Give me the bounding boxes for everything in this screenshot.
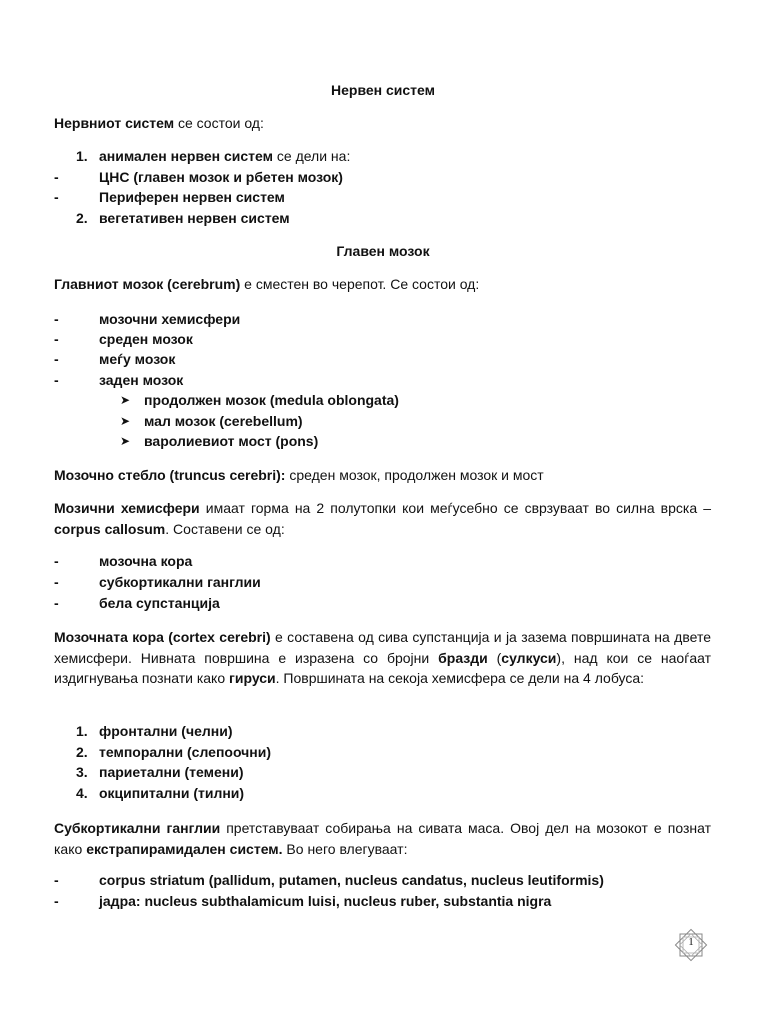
- list-item: вегетативен нервен систем: [99, 210, 290, 226]
- list-marker: 2.: [76, 210, 88, 226]
- list-marker: 2.: [76, 744, 88, 760]
- subcortical-bold: Субкортикални ганглии: [54, 820, 221, 836]
- cortex-term-sulkusi: сулкуси: [501, 649, 557, 666]
- list-item: мозочни хемисфери: [99, 311, 241, 327]
- brain-intro-text: е сместен во черепот. Се состои од:: [240, 276, 480, 292]
- corpus-callosum-term: corpus callosum: [54, 520, 166, 537]
- list-item: окципитални (тилни): [99, 785, 245, 801]
- hemispheres-bold: Мозични хемисфери: [54, 500, 200, 516]
- list-marker: 1.: [76, 723, 88, 739]
- list-item: субкортикални ганглии: [99, 574, 261, 590]
- list-marker: -: [54, 189, 59, 205]
- list-marker: -: [54, 351, 59, 367]
- list-marker: 4.: [76, 785, 88, 801]
- arrow-bullet-icon: ➤: [120, 393, 131, 407]
- section-title: Главен мозок: [336, 243, 430, 259]
- list-marker: -: [54, 553, 59, 569]
- list-item: меѓу мозок: [99, 351, 176, 367]
- brainstem-paragraph: [54, 466, 544, 484]
- list-marker: -: [54, 574, 59, 590]
- list-marker: -: [54, 311, 59, 327]
- list-item: [99, 147, 350, 165]
- list-item: бела супстанција: [99, 595, 220, 611]
- arrow-bullet-icon: ➤: [120, 414, 131, 428]
- intro-bold: Нервниот систем: [54, 115, 175, 131]
- list-item-text: се дели на:: [273, 148, 351, 164]
- list-item: мал мозок (cerebellum): [144, 413, 303, 429]
- list-item: фронтални (челни): [99, 723, 233, 739]
- brainstem-bold: Мозочно стебло (truncus cerebri):: [54, 467, 286, 483]
- list-marker: -: [54, 372, 59, 388]
- cortex-bold: Мозочната кора (cortex cerebri): [54, 629, 271, 645]
- list-item: corpus striatum (pallidum, putamen, nucleus candatus, nucleus leutiformis): [99, 872, 604, 888]
- hemispheres-text-end: . Составени се од:: [165, 520, 285, 537]
- list-marker: -: [54, 331, 59, 347]
- brainstem-text: среден мозок, продолжен мозок и мост: [285, 467, 544, 483]
- page-number-badge: [672, 926, 710, 964]
- list-marker: 1.: [76, 148, 88, 164]
- list-marker: -: [54, 872, 59, 888]
- list-item: темпорални (слепоочни): [99, 744, 272, 760]
- list-marker: -: [54, 595, 59, 611]
- subcortical-text-end: Во него влегуваат:: [282, 840, 408, 857]
- cortex-text: е составена од сива супстанција и ја зазема површината на двете хемисфери. Нивната површина е изразена со бројни: [54, 629, 711, 666]
- list-marker: 3.: [76, 764, 88, 780]
- hemispheres-text: имаат горма на 2 полутопки кои меѓусебно се сврзуваат во силна врска –: [199, 500, 711, 516]
- list-item: мозочна кора: [99, 553, 193, 569]
- cortex-text: . Површината на секоја хемисфера се дели на 4 лобуса:: [275, 670, 645, 686]
- intro-text: се состои од:: [174, 115, 264, 131]
- cortex-paragraph: [54, 627, 711, 689]
- list-item: париетални (темени): [99, 764, 244, 780]
- cortex-text: ), над кои се наоѓаат издигнувања познати како: [54, 649, 711, 686]
- list-marker: -: [54, 893, 59, 909]
- list-item: варолиевиот мост (pons): [144, 433, 319, 449]
- brain-intro-bold: Главниот мозок (cerebrum): [54, 276, 241, 292]
- list-item-bold: анимален нервен систем: [99, 148, 273, 164]
- brain-intro: [54, 275, 479, 293]
- list-item: продолжен мозок (medula oblongata): [144, 392, 399, 408]
- list-item: јадра: nucleus subthalamicum luisi, nucleus ruber, substantia nigra: [99, 893, 552, 909]
- arrow-bullet-icon: ➤: [120, 434, 131, 448]
- cortex-term-girusi: гируси: [229, 670, 276, 686]
- page-title: Нервен систем: [331, 82, 435, 98]
- intro-paragraph: [54, 114, 264, 132]
- list-item: заден мозок: [99, 372, 184, 388]
- list-item: Периферен нервен систем: [99, 189, 285, 205]
- list-marker: -: [54, 169, 59, 185]
- cortex-term-brazdi: бразди: [438, 649, 488, 666]
- page-number: 1: [688, 936, 694, 948]
- subcortical-text: претставуваат собирања на сивата маса. Овој дел на мозокот е познат како: [54, 820, 711, 857]
- list-item: ЦНС (главен мозок и рбетен мозок): [99, 169, 343, 185]
- subcortical-paragraph: [54, 818, 711, 859]
- list-item: среден мозок: [99, 331, 193, 347]
- cortex-text: (: [487, 649, 502, 666]
- extrapyramidal-term: екстрапирамидален систем.: [86, 840, 283, 857]
- hemispheres-paragraph: [54, 498, 711, 539]
